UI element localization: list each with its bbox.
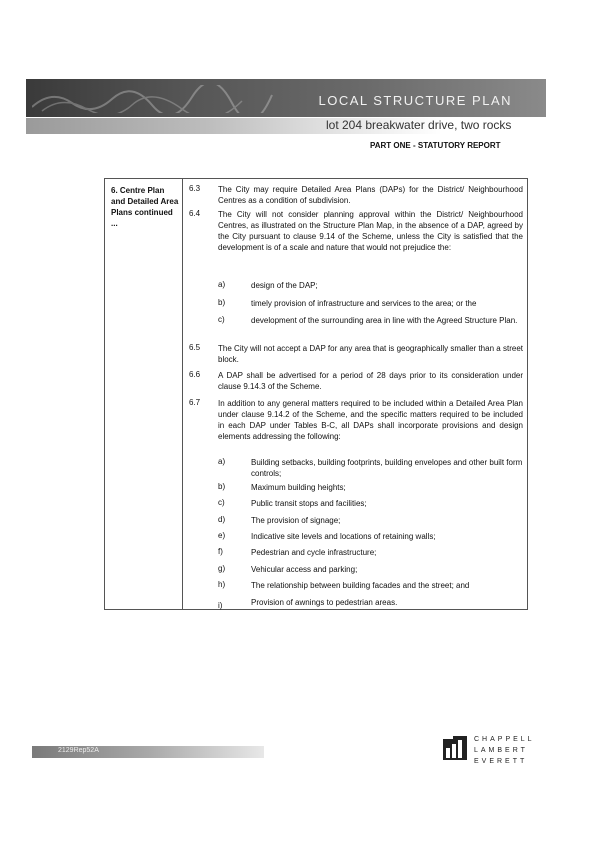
document-code: 2129Rep52A [58, 747, 99, 754]
column-divider [182, 179, 183, 609]
clause-number: 6.3 [189, 184, 201, 193]
logo-line: LAMBERT [474, 747, 528, 754]
clause-number: 6.7 [189, 398, 201, 407]
clause-text: The City will not consider planning approval within the District/ Neighbourhood Centres, as illustrated on the Structure Plan Map, in the absence of a DAP, agreed by the City pursuant to clause 9.14 of the Scheme, unless the City is satisfied that the development is of a scale and nature that would not prejudice the: [218, 210, 523, 252]
list-item-label: c) [218, 315, 225, 324]
list-item-label: b) [218, 482, 226, 491]
list-item-label: d) [218, 515, 226, 524]
list-item-text: Pedestrian and cycle infrastructure; [251, 548, 377, 557]
list-item-label: c) [218, 498, 225, 507]
list-item-text: Building setbacks, building footprints, building envelopes and other built form controls; [251, 458, 523, 478]
list-item-label: h) [218, 580, 226, 589]
clause-number: 6.4 [189, 209, 201, 218]
company-logo-icon [441, 734, 469, 762]
content-table [104, 178, 528, 610]
list-item-text: design of the DAP; [251, 281, 318, 290]
list-item-text: Provision of awnings to pedestrian areas. [251, 598, 398, 607]
list-item-text: Vehicular access and parking; [251, 565, 358, 574]
company-logo-text [474, 734, 535, 767]
document-subtitle: lot 204 breakwater drive, two rocks [326, 118, 512, 132]
clause-text: The City may require Detailed Area Plans (DAPs) for the District/ Neighbourhood Centres as a condition of subdivision. [218, 185, 523, 205]
clause-text: A DAP shall be advertised for a period of 28 days prior to its consideration under clause 9.14.3 of the Scheme. [218, 371, 523, 391]
list-item-text: The relationship between building facades and the street; and [251, 581, 470, 590]
section-heading: 6. Centre Plan and Detailed Area Plans continued ... [111, 186, 179, 228]
clause-number: 6.5 [189, 343, 201, 352]
banner-texture-graphic [32, 85, 292, 113]
part-label: PART ONE - STATUTORY REPORT [370, 141, 501, 150]
list-item-label: b) [218, 298, 226, 307]
list-item-text: development of the surrounding area in line with the Agreed Structure Plan. [251, 316, 518, 325]
list-item-label: a) [218, 457, 226, 466]
list-item-label: i) [218, 601, 223, 610]
list-item-text: Indicative site levels and locations of retaining walls; [251, 532, 436, 541]
list-item-text: Public transit stops and facilities; [251, 499, 367, 508]
logo-line: CHAPPELL [474, 736, 535, 743]
clause-text: In addition to any general matters required to be included within a Detailed Area Plan under clause 9.14.2 of the Scheme, and the specific matters required to be included in each DAP under Tables B-C, all DAPs shall incorporate provisions and design elements addressing the following: [218, 399, 523, 441]
list-item-text: The provision of signage; [251, 516, 341, 525]
list-item-label: f) [218, 547, 223, 556]
list-item-text: timely provision of infrastructure and services to the area; or the [251, 299, 477, 308]
header-banner [26, 79, 546, 117]
clause-text: The City will not accept a DAP for any area that is geographically smaller than a street block. [218, 344, 523, 364]
document-title: LOCAL STRUCTURE PLAN [318, 93, 512, 108]
list-item-label: a) [218, 280, 226, 289]
list-item-label: g) [218, 564, 226, 573]
logo-line: EVERETT [474, 758, 528, 765]
list-item-label: e) [218, 531, 226, 540]
list-item-text: Maximum building heights; [251, 483, 346, 492]
clause-number: 6.6 [189, 370, 201, 379]
